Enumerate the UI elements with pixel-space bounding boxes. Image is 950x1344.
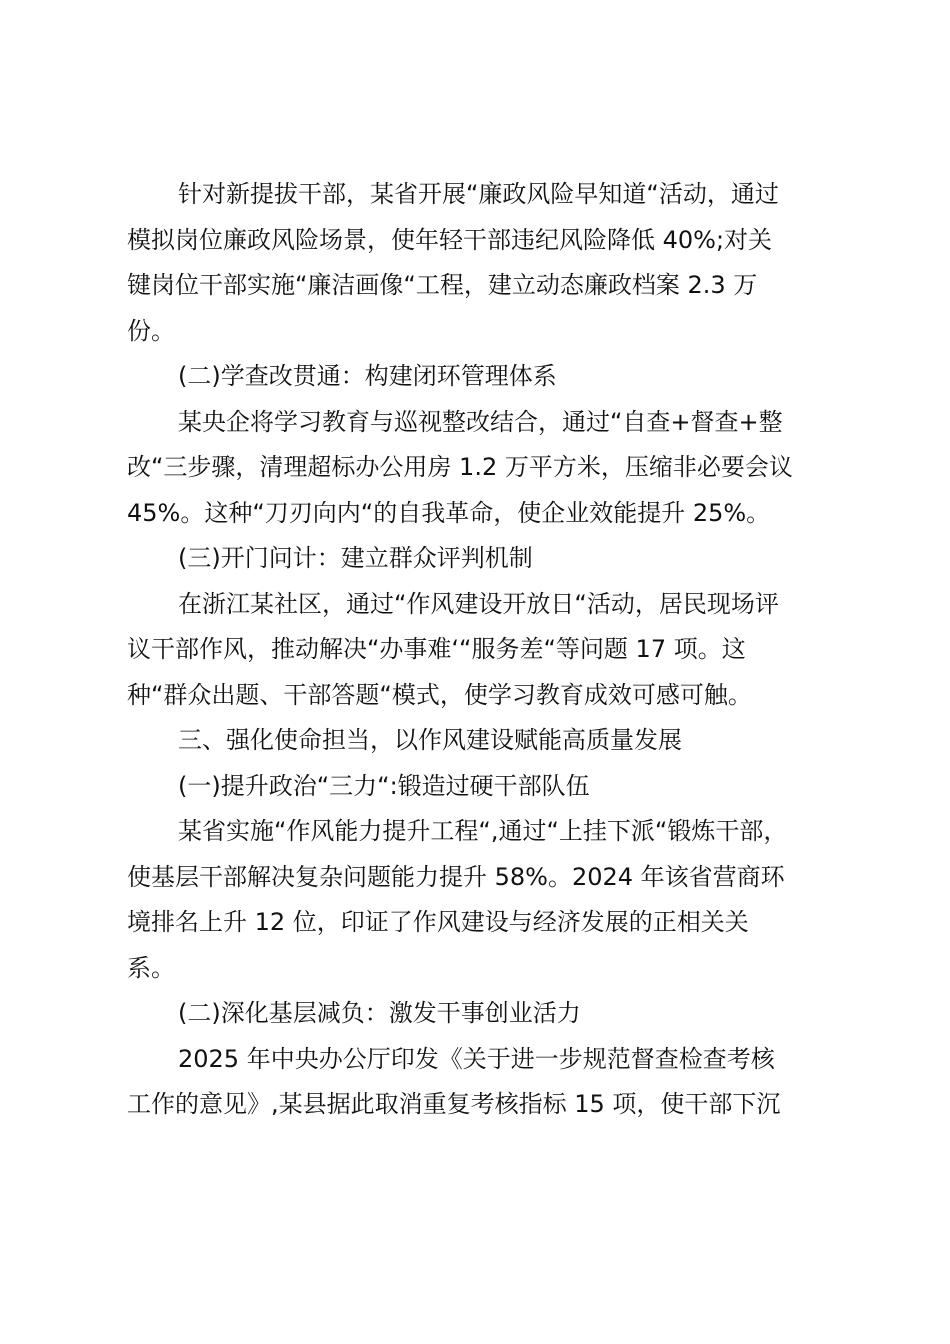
paragraph-line: 议干部作风，推动解决“办事难‘“服务差“等问题 17 项。这: [127, 635, 746, 663]
section-heading: (二)学查改贯通：构建闭环管理体系: [178, 362, 557, 390]
paragraph-line: 某央企将学习教育与巡视整改结合，通过“自查+督查+整: [178, 407, 783, 436]
chapter-heading: 三、强化使命担当，以作风建设赋能高质量发展: [178, 726, 682, 754]
paragraph-line: 份。: [127, 316, 175, 345]
paragraph-line: 针对新提拔干部，某省开展“廉政风险早知道“活动，通过: [178, 180, 779, 208]
section-heading: (一)提升政治“三力“:锻造过硬干部队伍: [178, 771, 590, 800]
paragraph-line: 境排名上升 12 位，印证了作风建设与经济发展的正相关关: [127, 908, 749, 936]
paragraph-line: 使基层干部解决复杂问题能力提升 58%。2024 年该省营商环: [127, 862, 785, 891]
paragraph-line: 改“三步骤，清理超标办公用房 1.2 万平方米，压缩非必要会议: [127, 453, 793, 481]
paragraph-line: 在浙江某社区，通过“作风建设开放日“活动，居民现场评: [178, 589, 779, 618]
paragraph-line: 系。: [127, 953, 175, 982]
paragraph-line: 种“群众出题、干部答题“模式，使学习教育成效可感可触。: [127, 680, 752, 709]
paragraph-line: 工作的意见》,某县据此取消重复考核指标 15 项，使干部下沉: [127, 1090, 781, 1118]
body-text: [127, 172, 827, 1128]
paragraph-line: 模拟岗位廉政风险场景，使年轻干部违纪风险降低 40%;对关: [127, 225, 773, 254]
paragraph-line: 某省实施“作风能力提升工程“,通过“上挂下派“锻炼干部，: [178, 817, 788, 845]
section-heading: (二)深化基层减负：激发干事创业活力: [178, 999, 581, 1027]
paragraph-line: 45%。这种“刀刃向内“的自我革命，使企业效能提升 25%。: [127, 498, 771, 527]
paragraph-line: 2025 年中央办公厅印发《关于进一步规范督查检查考核: [178, 1044, 775, 1073]
paragraph-line: 键岗位干部实施“廉洁画像“工程，建立动态廉政档案 2.3 万: [127, 271, 758, 299]
section-heading: (三)开门问计：建立群众评判机制: [178, 544, 533, 572]
